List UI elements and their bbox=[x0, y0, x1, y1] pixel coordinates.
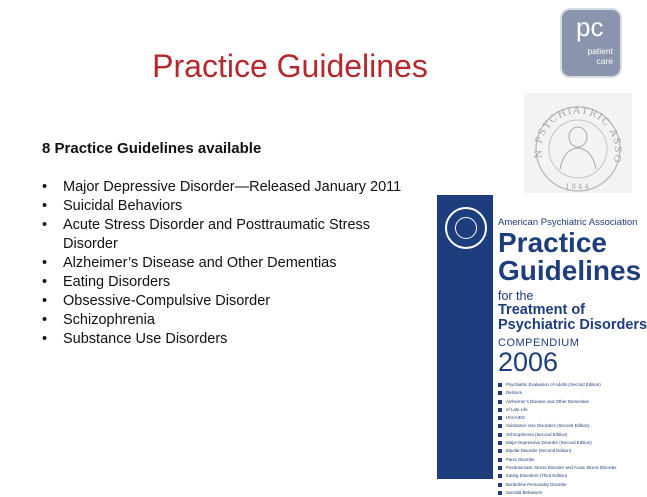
book-title: Practice Guidelines bbox=[498, 227, 642, 286]
book-contents-item: Borderline Personality Disorder bbox=[498, 481, 617, 489]
pc-logo bbox=[560, 8, 622, 78]
guideline-item: • Schizophrenia bbox=[42, 311, 422, 330]
book-contents-item: Major Depressive Disorder (Second Edition) bbox=[498, 439, 617, 447]
book-contents-item: Posttraumatic Stress Disorder and Acute Stress Disorder bbox=[498, 464, 617, 472]
guideline-item: • Eating Disorders bbox=[42, 273, 422, 292]
book-association: American Psychiatric Association bbox=[498, 217, 638, 228]
book-contents-list bbox=[498, 381, 617, 497]
guideline-item: • Suicidal Behaviors bbox=[42, 197, 422, 216]
book-contents-item: Bipolar Disorder (Second Edition) bbox=[498, 447, 617, 455]
guideline-item: • Alzheimer’s Disease and Other Dementias bbox=[42, 254, 422, 273]
book-cover-image bbox=[437, 195, 647, 495]
book-contents-item: Substance Use Disorders (Second Edition) bbox=[498, 422, 617, 430]
book-contents-item: Suicidal Behaviors bbox=[498, 489, 617, 497]
guideline-item: • Obsessive-Compulsive Disorder bbox=[42, 292, 422, 311]
book-contents-item: Schizophrenia (Second Edition) bbox=[498, 431, 617, 439]
book-for: for the bbox=[498, 289, 534, 303]
seal-year: 1844 bbox=[565, 183, 591, 191]
logo-subtitle: patient care bbox=[587, 46, 613, 66]
book-spine bbox=[437, 195, 493, 479]
logo-mark: pc bbox=[576, 12, 604, 42]
apa-seal-image bbox=[524, 93, 632, 193]
guideline-list bbox=[42, 178, 422, 349]
subheading: 8 Practice Guidelines available bbox=[42, 140, 262, 157]
guideline-item: • Major Depressive Disorder—Released January 2011 bbox=[42, 178, 422, 197]
seal-ring-text: N PSYCHIATRIC ASSO bbox=[532, 105, 624, 165]
book-contents-item: Delirium bbox=[498, 389, 617, 397]
book-contents-item: of Late Life bbox=[498, 406, 617, 414]
book-contents-item: Eating Disorders (Third Edition) bbox=[498, 472, 617, 480]
book-contents-item: Panic Disorder bbox=[498, 456, 617, 464]
book-contents-item: Alzheimer’s Disease and Other Dementias bbox=[498, 398, 617, 406]
guideline-item: • Substance Use Disorders bbox=[42, 330, 422, 349]
book-emblem-icon bbox=[445, 207, 487, 249]
book-contents-item: Psychiatric Evaluation of Adults (Second Edition) bbox=[498, 381, 617, 389]
book-year: 2006 bbox=[498, 347, 559, 377]
slide-title: Practice Guidelines bbox=[152, 48, 428, 84]
book-compendium: COMPENDIUM bbox=[498, 337, 580, 349]
guideline-item: • Acute Stress Disorder and Posttraumatic Stress Disorder bbox=[42, 216, 422, 254]
book-treatment: Treatment of Psychiatric Disorders bbox=[498, 302, 647, 333]
book-contents-item: HIV/AIDS bbox=[498, 414, 617, 422]
